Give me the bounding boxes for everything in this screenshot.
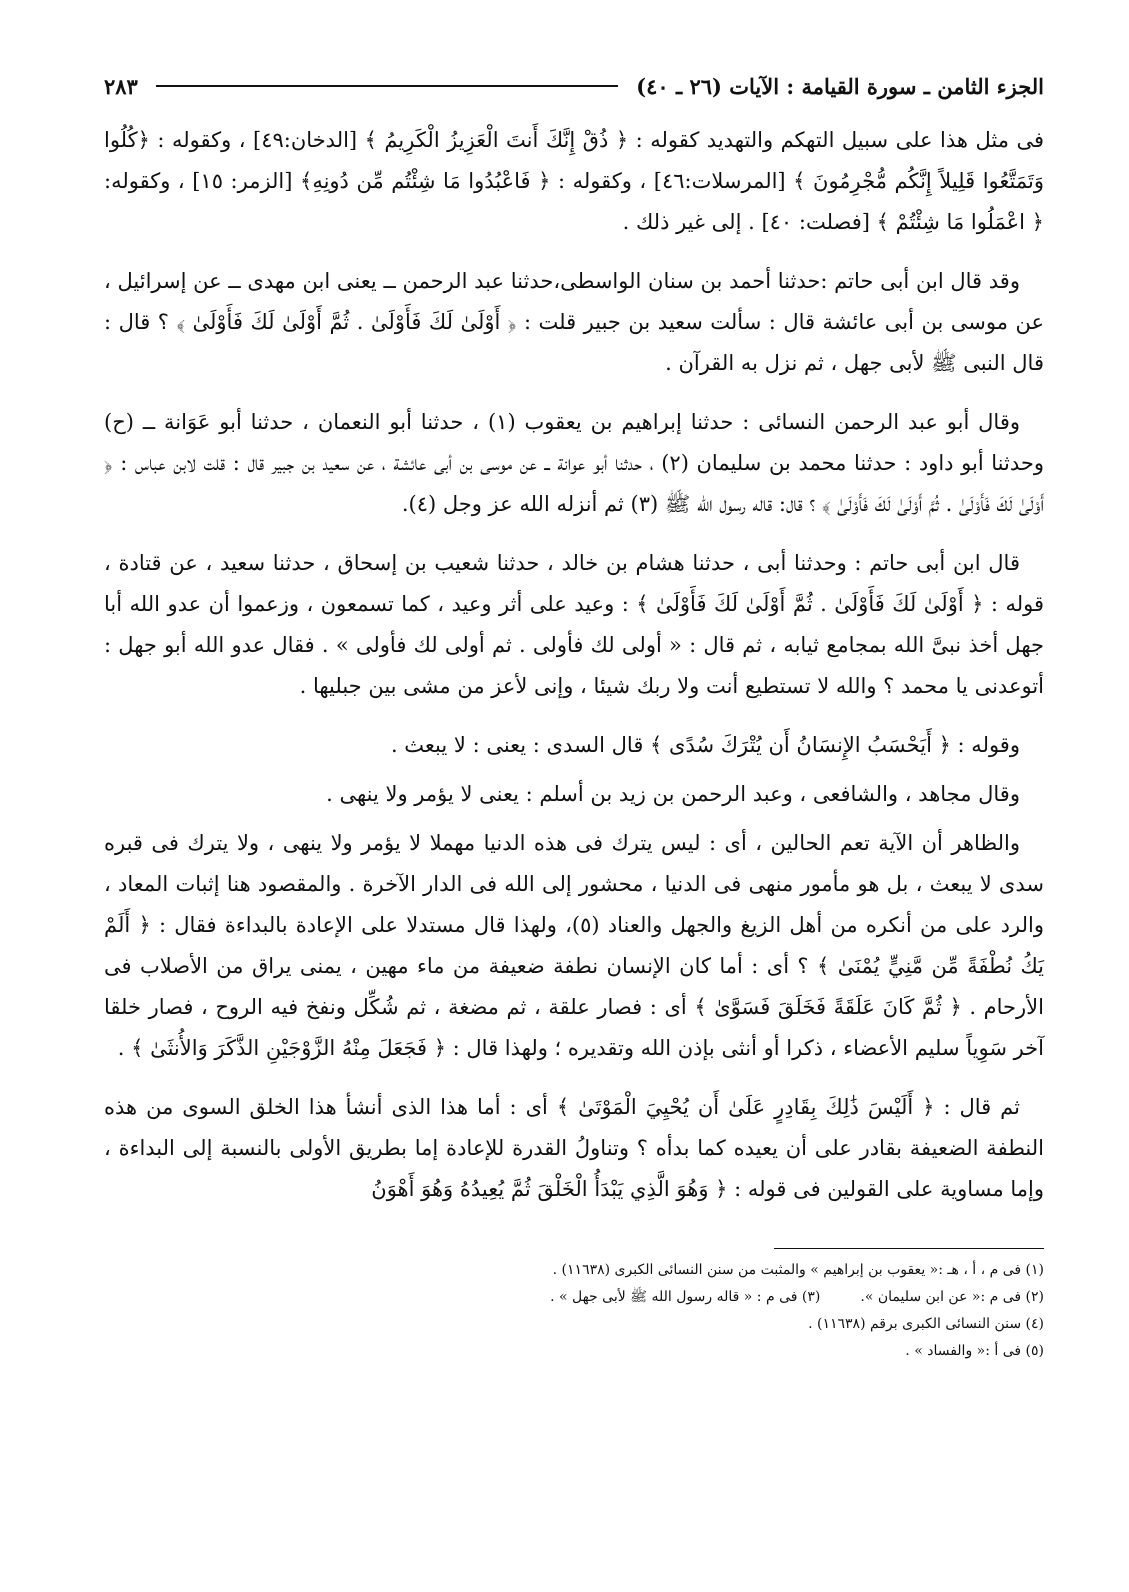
footnote bbox=[104, 1311, 1044, 1338]
footnote bbox=[104, 1338, 1044, 1365]
footnote-divider bbox=[774, 1248, 1044, 1249]
footnote-5: (٥) فى أ :« والفساد » . bbox=[905, 1343, 1044, 1359]
page-body bbox=[104, 120, 1044, 1210]
paragraph: ثم قال : ﴿ أَلَيْسَ ذَٰلِكَ بِقَادِرٍ عَلَىٰ أَن يُحْيِيَ الْمَوْتَىٰ ﴾ أى : أما هذا الذى أنشأ هذا الخلق السوى من هذه النطفة الضعيفة بقادر على أن يعيده كما بدأه ؟ وتناولُ القدرة للإعادة إما بطريق الأولى بالنسبة إلى البداءة ، وإما مساوية على القولين فى قوله : ﴿ وَهُوَ الَّذِي يَبْدَأُ الْخَلْقَ ثُمَّ يُعِيدُهُ وَهُوَ أَهْوَنُ bbox=[104, 1095, 1044, 1201]
paragraph: وقال مجاهد ، والشافعى ، وعبد الرحمن بن زيد بن أسلم : يعنى لا يؤمر ولا ينهى . bbox=[326, 782, 1020, 806]
page-number: ٢٨٣ bbox=[104, 73, 138, 99]
paragraph: وقال أبو عبد الرحمن النسائى : حدثنا إبراهيم بن يعقوب (١) ، حدثنا أبو النعمان ، حدثنا أبو عَوَانة ــ (ح) وحدثنا أبو داود : حدثنا محمد بن سليمان (٢) ، حدثنا أبو عوانة ــ عن موسى بن أبى عائشة ، عن سعيد بن جبير قال : قلت لابن عباس : ﴿ أَوْلَىٰ لَكَ فَأَوْلَىٰ . ثُمَّ أَوْلَىٰ لَكَ فَأَوْلَىٰ ﴾ ؟ قال: قاله رسول الله ﷺ (٣) ثم أنزله الله عز وجل (٤). bbox=[104, 410, 1044, 516]
footnotes bbox=[104, 1257, 1044, 1365]
paragraph: وقد قال ابن أبى حاتم :حدثنا أحمد بن سنان الواسطى،حدثنا عبد الرحمن ــ يعنى ابن مهدى ــ عن إسرائيل ، عن موسى بن أبى عائشة قال : سألت سعيد بن جبير قلت : ﴿ أَوْلَىٰ لَكَ فَأَوْلَىٰ . ثُمَّ أَوْلَىٰ لَكَ فَأَوْلَىٰ ﴾ ؟ قال : قال النبى ﷺ لأبى جهل ، ثم نزل به القرآن . bbox=[104, 269, 1044, 375]
header-rule bbox=[156, 85, 618, 87]
footnote-3: (٣) فى م : « قاله رسول الله ﷺ لأبى جهل » . bbox=[550, 1289, 821, 1305]
book-page bbox=[104, 58, 1044, 1558]
paragraph: قال ابن أبى حاتم : وحدثنا أبى ، حدثنا هشام بن خالد ، حدثنا شعيب بن إسحاق ، حدثنا سعيد ، عن قتادة ، قوله : ﴿ أَوْلَىٰ لَكَ فَأَوْلَىٰ . ثُمَّ أَوْلَىٰ لَكَ فَأَوْلَىٰ ﴾ : وعيد على أثر وعيد ، كما تسمعون ، وزعموا أن عدو الله أبا جهل أخذ نبىَّ الله بمجامع ثيابه ، ثم قال : « أولى لك فأولى . ثم أولى لك فأولى » . فقال عدو الله أبو جهل : أتوعدنى يا محمد ؟ والله لا تستطيع أنت ولا ربك شيئا ، وإنى لأعز من مشى بين جبليها . bbox=[104, 551, 1044, 698]
footnote-1: (١) فى م ، أ ، هـ :« يعقوب بن إبراهيم » والمثبت من سنن النسائى الكبرى (١١٦٣٨) . bbox=[552, 1262, 1044, 1278]
running-header bbox=[104, 58, 1044, 114]
footnote bbox=[104, 1257, 1044, 1284]
footnote-4: (٤) سنن النسائى الكبرى برقم (١١٦٣٨) . bbox=[808, 1316, 1044, 1332]
footnote bbox=[104, 1284, 1044, 1311]
paragraph: والظاهر أن الآية تعم الحالين ، أى : ليس يترك فى هذه الدنيا مهملا لا يؤمر ولا ينهى ، ولا يترك فى قبره سدى لا يبعث ، بل هو مأمور منهى فى الدنيا ، محشور إلى الله فى الدار الآخرة . والمقصود هنا إثبات المعاد ، والرد على من أنكره من أهل الزيغ والجهل والعناد (٥)، ولهذا قال مستدلا على الإعادة بالبداءة فقال : ﴿ أَلَمْ يَكُ نُطْفَةً مِّن مَّنِيٍّ يُمْنَىٰ ﴾ ؟ أى : أما كان الإنسان نطفة ضعيفة من ماء مهين ، يمنى يراق من الأصلاب فى الأرحام . ﴿ ثُمَّ كَانَ عَلَقَةً فَخَلَقَ فَسَوَّىٰ ﴾ أى : فصار علقة ، ثم مضغة ، ثم شُكِّل ونفخ فيه الروح ، فصار خلقا آخر سَوِياً سليم الأعضاء ، ذكرا أو أنثى بإذن الله وتقديره ؛ ولهذا قال : ﴿ فَجَعَلَ مِنْهُ الزَّوْجَيْنِ الذَّكَرَ وَالأُنثَىٰ ﴾ . bbox=[104, 831, 1044, 1060]
footnote-2: (٢) فى م :« عن ابن سليمان ». bbox=[860, 1289, 1044, 1305]
paragraph: وقوله : ﴿ أَيَحْسَبُ الإِنسَانُ أَن يُتْرَكَ سُدًى ﴾ قال السدى : يعنى : لا يبعث . bbox=[390, 733, 1020, 757]
paragraph: فى مثل هذا على سبيل التهكم والتهديد كقوله : ﴿ ذُقْ إِنَّكَ أَنتَ الْعَزِيزُ الْكَرِيمُ ﴾ [الدخان:٤٩] ، وكقوله : ﴿كُلُوا وَتَمَتَّعُوا قَلِيلاً إِنَّكُم مُّجْرِمُونَ ﴾ [المرسلات:٤٦] ، وكقوله : ﴿ فَاعْبُدُوا مَا شِئْتُم مِّن دُونِهِ﴾ [الزمر: ١٥] ، وكقوله: ﴿ اعْمَلُوا مَا شِئْتُمْ ﴾ [فصلت: ٤٠] . إلى غير ذلك . bbox=[104, 128, 1044, 234]
header-title: الجزء الثامن ـ سورة القيامة : الآيات (٢٦ ـ ٤٠) bbox=[636, 73, 1044, 99]
